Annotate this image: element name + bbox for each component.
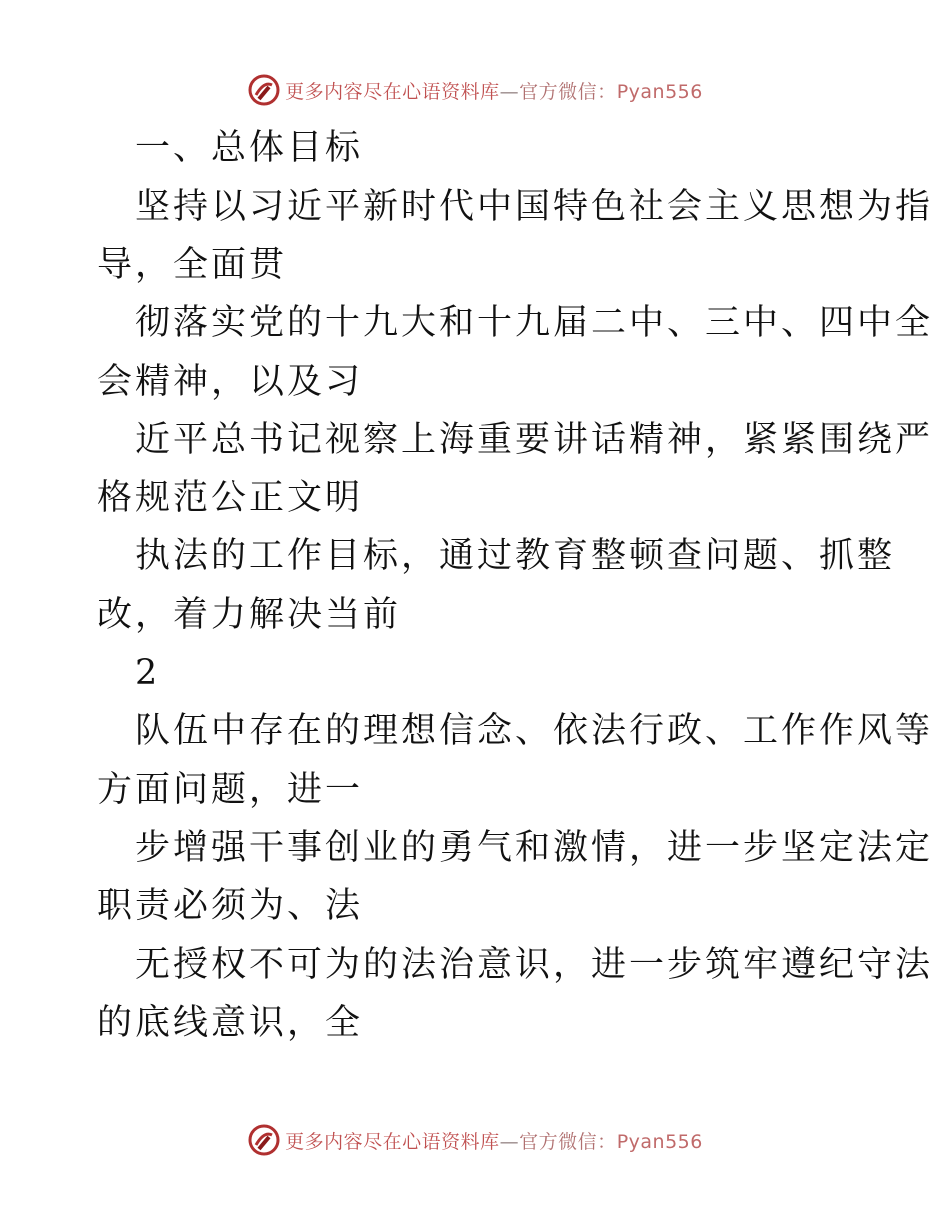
paragraph-line: 队伍中存在的理想信念、依法行政、工作作风等 [135, 711, 934, 751]
paragraph-line: 职责必须为、法 [97, 886, 364, 926]
watermark-banner-bottom [0, 1120, 950, 1160]
watermark-banner-top [0, 70, 950, 110]
watermark-label: 官方微信： [519, 80, 617, 103]
watermark-wechat: Pyan556 [616, 80, 703, 103]
paragraph-line: 彻落实党的十九大和十九届二中、三中、四中全 [135, 303, 934, 343]
paragraph-line: 无授权不可为的法治意识，进一步筑牢遵纪守法 [135, 945, 934, 985]
watermark-wechat: Pyan556 [616, 1130, 703, 1153]
paragraph-line: 方面问题，进一 [97, 770, 364, 810]
paragraph-line: 改，着力解决当前 [97, 595, 402, 635]
watermark-text [285, 1127, 703, 1154]
paragraph-line: 步增强干事创业的勇气和激情，进一步坚定法定 [135, 828, 934, 868]
paragraph-line: 坚持以习近平新时代中国特色社会主义思想为指 [135, 187, 934, 227]
watermark-text [285, 77, 703, 104]
logo-icon [247, 1123, 281, 1157]
watermark-main: 更多内容尽在心语资料库 [285, 80, 500, 103]
paragraph-line: 格规范公正文明 [97, 478, 364, 518]
page-number: 2 [135, 653, 161, 693]
logo-icon [247, 73, 281, 107]
paragraph-line: 近平总书记视察上海重要讲话精神，紧紧围绕严 [135, 420, 934, 460]
paragraph-line: 的底线意识，全 [97, 1003, 364, 1043]
watermark-separator: — [499, 80, 520, 103]
watermark-label: 官方微信： [519, 1130, 617, 1153]
watermark-main: 更多内容尽在心语资料库 [285, 1130, 500, 1153]
paragraph-line: 导，全面贯 [97, 245, 288, 285]
section-heading: 一、总体目标 [135, 128, 364, 168]
paragraph-line: 会精神，以及习 [97, 362, 364, 402]
paragraph-line: 执法的工作目标，通过教育整顿查问题、抓整 [135, 536, 896, 576]
watermark-separator: — [499, 1130, 520, 1153]
